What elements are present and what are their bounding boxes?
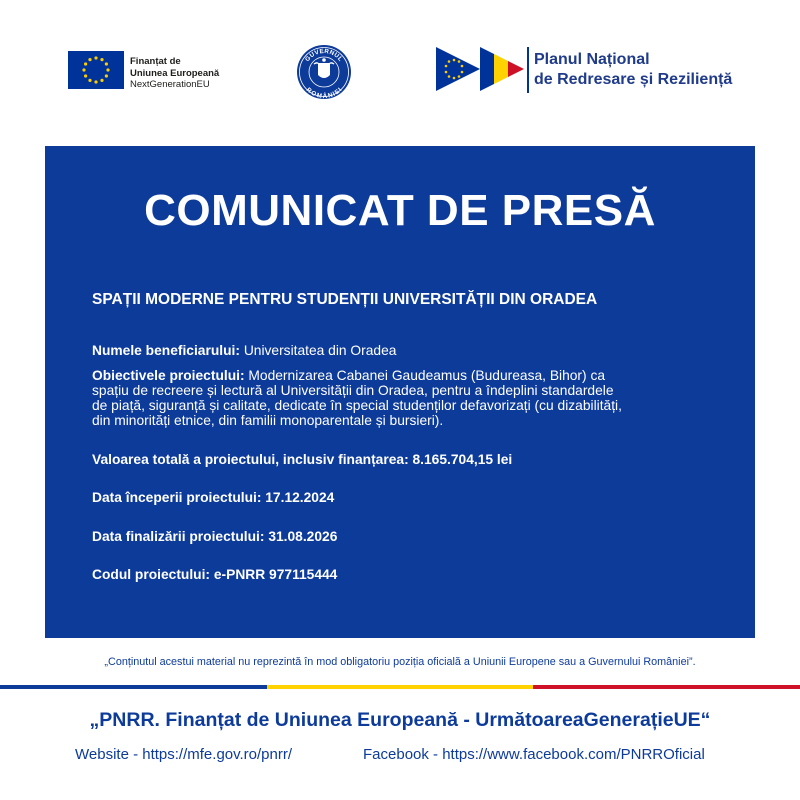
pnrr-line2: de Redresare și Reziliență xyxy=(534,71,733,88)
total-value-field: Valoarea totală a proiectului, inclusiv finanțarea: 8.165.704,15 lei xyxy=(92,452,513,467)
stripe-yellow xyxy=(267,685,533,689)
pnrr-flag-icon xyxy=(436,47,528,91)
eu-funding-logo-text xyxy=(130,56,219,91)
eu-star-icon xyxy=(106,68,109,71)
eu-star-icon xyxy=(105,62,108,65)
objective-line3: de piață, siguranță și calitate, dedicate în special studenților defavorizați (cu dizabilități, xyxy=(92,398,622,413)
press-release-title: COMUNICAT DE PRESĂ xyxy=(144,186,656,235)
eu-star-icon xyxy=(100,58,103,61)
project-code-field: Codul proiectului: e-PNRR 977115444 xyxy=(92,567,338,582)
eu-flag-icon xyxy=(68,51,124,89)
objective-line1: Modernizarea Cabanei Gaudeamus (Budureasa, Bihor) ca xyxy=(244,368,606,383)
objective-field xyxy=(92,368,712,428)
eu-line2: Uniunea Europeană xyxy=(130,67,220,79)
seal-bottom-text: ROMÂNIEI xyxy=(304,86,344,100)
disclaimer-text: „Conținutul acestui material nu reprezintă în mod obligatoriu poziția oficială a Uniunii Europene sau a Guvernului României”. xyxy=(104,656,696,668)
eu-star-icon xyxy=(88,79,91,82)
pnrr-line1: Planul Național xyxy=(534,51,650,68)
beneficiary-field xyxy=(92,343,712,358)
eu-star-icon xyxy=(82,68,85,71)
objective-label: Obiectivele proiectului: xyxy=(92,368,245,383)
objective-line4: din minorități etnice, din familii monoparentale și bursieri). xyxy=(92,413,444,428)
stripe-red xyxy=(533,685,800,689)
beneficiary-label: Numele beneficiarului: xyxy=(92,343,240,358)
beneficiary-value: Universitatea din Oradea xyxy=(243,343,397,358)
eu-star-icon xyxy=(94,80,97,83)
stripe-blue xyxy=(0,685,267,689)
eu-star-icon xyxy=(100,79,103,82)
eu-line1: Finanțat de xyxy=(130,56,181,67)
eu-star-icon xyxy=(94,56,97,59)
eu-line3: NextGenerationEU xyxy=(130,79,210,90)
eu-star-icon xyxy=(88,58,91,61)
seal-top-text: GUVERNUL xyxy=(303,47,345,64)
eu-star-icon xyxy=(84,62,87,65)
objective-line2: spațiu de recreere și lectură al Universității din Oradea, pentru a îndeplini standardele xyxy=(92,383,614,398)
eu-star-icon xyxy=(105,74,108,77)
start-date-field: Data începerii proiectului: 17.12.2024 xyxy=(92,490,335,505)
website-link[interactable]: Website - https://mfe.gov.ro/pnrr/ xyxy=(75,746,293,763)
government-seal-logo xyxy=(296,44,352,100)
pnrr-logo-text xyxy=(534,50,732,90)
facebook-link[interactable]: Facebook - https://www.facebook.com/PNRROficial xyxy=(363,746,705,763)
end-date-field: Data finalizării proiectului: 31.08.2026 xyxy=(92,529,338,544)
pnrr-separator xyxy=(527,47,529,93)
eu-star-icon xyxy=(84,74,87,77)
project-title: SPAȚII MODERNE PENTRU STUDENȚII UNIVERSITĂȚII DIN ORADEA xyxy=(92,291,598,308)
footer-tagline: „PNRR. Finanțat de Uniunea Europeană - UrmătoareaGenerațieUE“ xyxy=(89,709,711,731)
